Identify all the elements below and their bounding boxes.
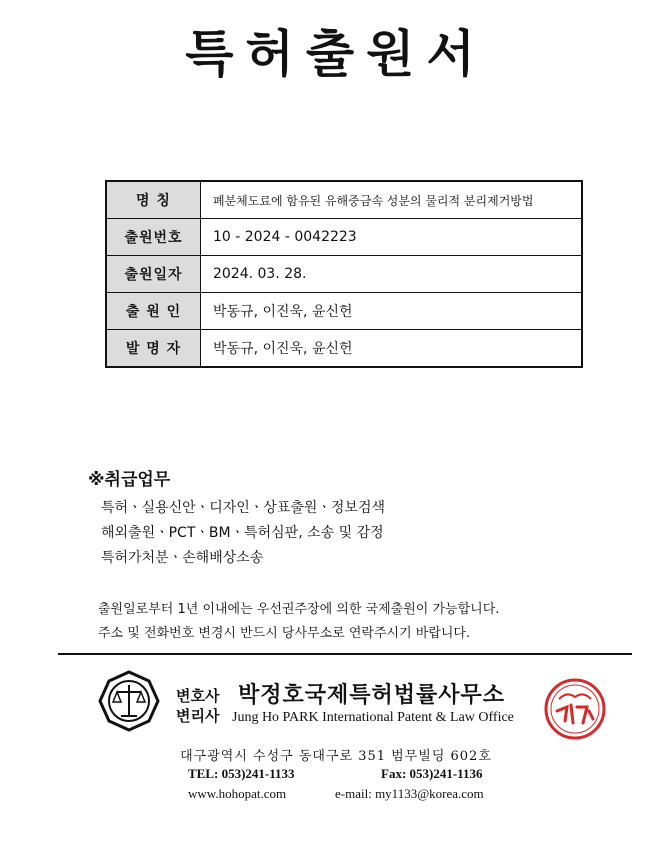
notice-line: 출원일로부터 1년 이내에는 우선권주장에 의한 국제출원이 가능합니다. — [98, 602, 500, 617]
row-label-title: 명 칭 — [106, 181, 201, 219]
row-label-application-number: 출원번호 — [106, 219, 201, 256]
role-attorney: 변호사 — [176, 687, 220, 705]
table-row — [106, 256, 582, 293]
application-number-value: 10 - 2024 - 0042223 — [201, 219, 583, 256]
applicant-value: 박동규, 이진욱, 윤신헌 — [201, 293, 583, 330]
invention-title-value: 폐분체도료에 함유된 유해중금속 성분의 물리적 분리제거방법 — [201, 181, 583, 219]
email-link[interactable]: e-mail: my1133@korea.com — [335, 786, 484, 801]
table-row — [106, 330, 582, 368]
firm-name-korean: 박정호국제특허법률사무소 — [238, 683, 506, 708]
row-label-applicant: 출 원 인 — [106, 293, 201, 330]
website-link[interactable]: www.hohopat.com — [188, 786, 287, 801]
address: 대구광역시 수성구 동대구로 351 범무빌딩 602호 — [180, 749, 492, 764]
telephone: TEL: 053)241-1133 — [188, 766, 295, 781]
document-title: 특허출원서 — [185, 25, 487, 83]
notice-line: 주소 및 전화번호 변경시 반드시 당사무소로 연락주시기 바랍니다. — [98, 626, 471, 641]
services-line: 특허가처분ㆍ손해배상소송 — [101, 550, 264, 566]
inventor-value: 박동규, 이진욱, 윤신헌 — [201, 330, 583, 368]
table-row — [106, 219, 582, 256]
row-label-filing-date: 출원일자 — [106, 256, 201, 293]
scales-emblem-icon — [98, 670, 160, 732]
firm-name-english: Jung Ho PARK International Patent & Law Office — [232, 710, 514, 725]
fax-number: Fax: 053)241-1136 — [381, 766, 483, 781]
filing-date-value: 2024. 03. 28. — [201, 256, 583, 293]
role-patent-attorney: 변리사 — [176, 707, 220, 725]
table-row — [106, 293, 582, 330]
divider — [58, 653, 632, 655]
services-heading: ※취급업무 — [88, 470, 171, 490]
red-seal-stamp — [543, 677, 607, 741]
services-line: 해외출원ㆍPCTㆍBMㆍ특허심판, 소송 및 감정 — [101, 525, 384, 541]
row-label-inventor: 발 명 자 — [106, 330, 201, 368]
services-line: 특허ㆍ실용신안ㆍ디자인ㆍ상표출원ㆍ정보검색 — [101, 500, 386, 516]
table-row — [106, 181, 582, 219]
application-info-table — [105, 180, 583, 368]
